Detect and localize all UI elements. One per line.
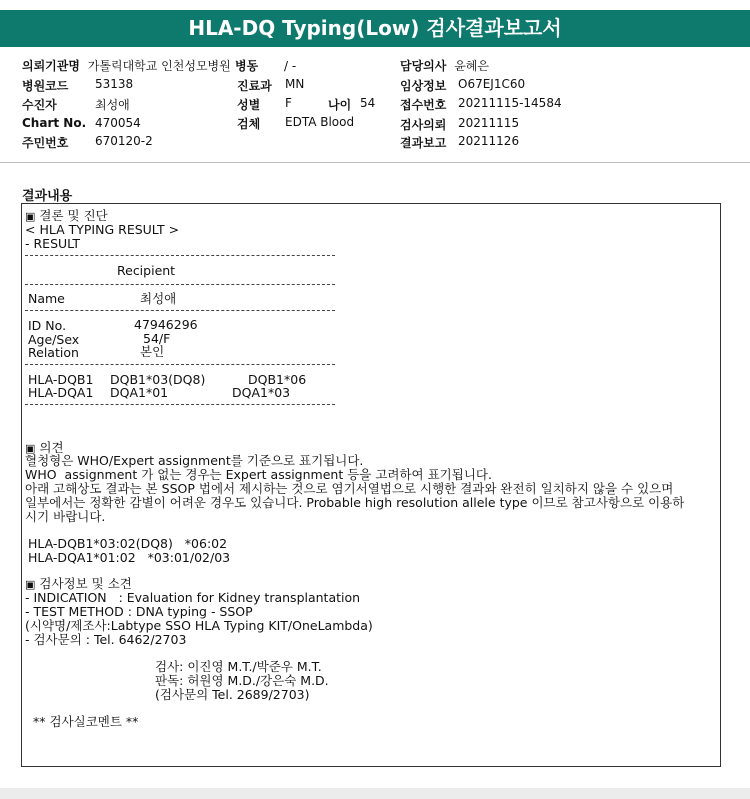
hires-dqb1: HLA-DQB1*03:02(DQ8) *06:02 xyxy=(28,536,228,551)
opinion-line-5: 시기 바랍니다. xyxy=(25,509,106,524)
dqb1-allele-1: DQB1*03(DQ8) xyxy=(110,372,206,387)
age-value: 54 xyxy=(360,96,376,110)
relation-value: 본인 xyxy=(140,344,165,359)
ward-label: 병동 xyxy=(235,59,259,73)
dqb1-allele-2: DQB1*06 xyxy=(248,372,307,387)
inquiry: - 검사문의 : Tel. 6462/2703 xyxy=(25,632,187,647)
chart-value: 470054 xyxy=(95,116,141,130)
dashed-divider xyxy=(25,364,335,365)
dept-value: MN xyxy=(285,77,305,91)
request-value: 20211115 xyxy=(458,116,520,130)
hla-heading: < HLA TYPING RESULT > xyxy=(25,222,180,237)
id-label: 주민번호 xyxy=(22,136,69,150)
agesex-value: 54/F xyxy=(143,331,171,346)
header-divider xyxy=(0,162,750,163)
hospital-code-label: 병원코드 xyxy=(22,79,69,93)
lab-comment: ** 검사실코멘트 ** xyxy=(33,714,139,729)
conclusion-title: 결론 및 진단 xyxy=(39,208,108,223)
report-title: HLA-DQ Typing(Low) 검사결과보고서 xyxy=(0,10,750,47)
reagent: (시약명/제조사:Labtype SSO HLA Typing KIT/OneLambda) xyxy=(25,618,373,633)
recipient-label: 수진자 xyxy=(22,98,57,112)
square-bullet-icon: ▣ xyxy=(25,442,36,455)
dqb1-locus: HLA-DQB1 xyxy=(28,372,94,387)
chart-label: Chart No. xyxy=(22,116,87,130)
accession-value: 20211115-14584 xyxy=(458,96,562,110)
opinion-line-3: 아래 고해상도 결과는 본 SSOP 법에서 제시하는 것으로 염기서열법으로 시행한 결과와 완전히 일치하지 않을 수 있으며 xyxy=(25,481,674,496)
idno-label: ID No. xyxy=(28,318,67,333)
recipient-column: Recipient xyxy=(117,263,176,278)
doctor-value: 윤혜은 xyxy=(454,59,489,73)
name-value: 최성애 xyxy=(140,291,177,306)
doctor-label: 담당의사 xyxy=(400,59,447,73)
idno-value: 47946296 xyxy=(134,317,198,332)
test-method: - TEST METHOD : DNA typing - SSOP xyxy=(25,604,253,619)
hires-dqa1: HLA-DQA1*01:02 *03:01/02/03 xyxy=(28,550,231,565)
dashed-divider xyxy=(25,404,335,405)
relation-label: Relation xyxy=(28,345,79,360)
indication: - INDICATION : Evaluation for Kidney transplantation xyxy=(25,590,361,605)
square-bullet-icon: ▣ xyxy=(25,578,36,591)
opinion-line-1: 혈청형은 WHO/Expert assignment를 기준으로 표기됩니다. xyxy=(25,453,364,468)
square-bullet-icon: ▣ xyxy=(25,210,36,223)
ward-row xyxy=(235,57,296,74)
report-date-value: 20211126 xyxy=(458,134,520,148)
recipient-value: 최성애 xyxy=(95,98,130,112)
specimen-label: 검체 xyxy=(237,117,261,131)
id-value: 670120-2 xyxy=(95,134,153,148)
dashed-divider xyxy=(25,310,335,311)
institution-label: 의뢰기관명 xyxy=(22,59,80,73)
hospital-code-value: 53138 xyxy=(95,77,134,91)
opinion-title: 의견 xyxy=(39,440,64,455)
dashed-divider xyxy=(25,284,335,285)
specimen-value: EDTA Blood xyxy=(285,115,355,129)
request-label: 검사의뢰 xyxy=(400,118,447,132)
doctor-row xyxy=(400,57,489,74)
dept-label: 진료과 xyxy=(237,79,272,93)
dqa1-allele-2: DQA1*03 xyxy=(232,385,291,400)
name-label: Name xyxy=(28,291,65,306)
dqa1-allele-1: DQA1*01 xyxy=(110,385,169,400)
ward-value: / - xyxy=(284,59,297,73)
clinical-info-value: O67EJ1C60 xyxy=(458,77,526,91)
results-box xyxy=(21,203,721,767)
sex-value: F xyxy=(285,96,292,110)
report-date-label: 결과보고 xyxy=(400,136,447,150)
age-label: 나이 xyxy=(328,98,352,112)
opinion-line-2: WHO assignment 가 없는 경우는 Expert assignment 등을 고려하여 표기됩니다. xyxy=(25,467,492,482)
agesex-label: Age/Sex xyxy=(28,332,80,347)
result-label: - RESULT xyxy=(25,236,81,251)
institution-row xyxy=(22,57,231,74)
inquiry-2: (검사문의 Tel. 2689/2703) xyxy=(155,687,310,702)
tester: 검사: 이진영 M.T./박준우 M.T. xyxy=(155,659,322,674)
accession-label: 접수번호 xyxy=(400,98,447,112)
test-info-title: 검사정보 및 소견 xyxy=(39,576,132,591)
results-title: 결과내용 xyxy=(22,189,73,204)
opinion-line-4: 일부에서는 정확한 감별이 어려운 경우도 있습니다. Probable high resolution allele type 이므로 참고사항으로 이용하 xyxy=(25,495,685,510)
reader: 판독: 허원영 M.D./강은숙 M.D. xyxy=(155,673,329,688)
dashed-divider xyxy=(25,255,335,256)
institution-value: 가톨릭대학교 인천성모병원 xyxy=(87,59,231,73)
dqa1-locus: HLA-DQA1 xyxy=(28,385,94,400)
sex-label: 성별 xyxy=(237,98,261,112)
clinical-info-label: 임상정보 xyxy=(400,79,447,93)
